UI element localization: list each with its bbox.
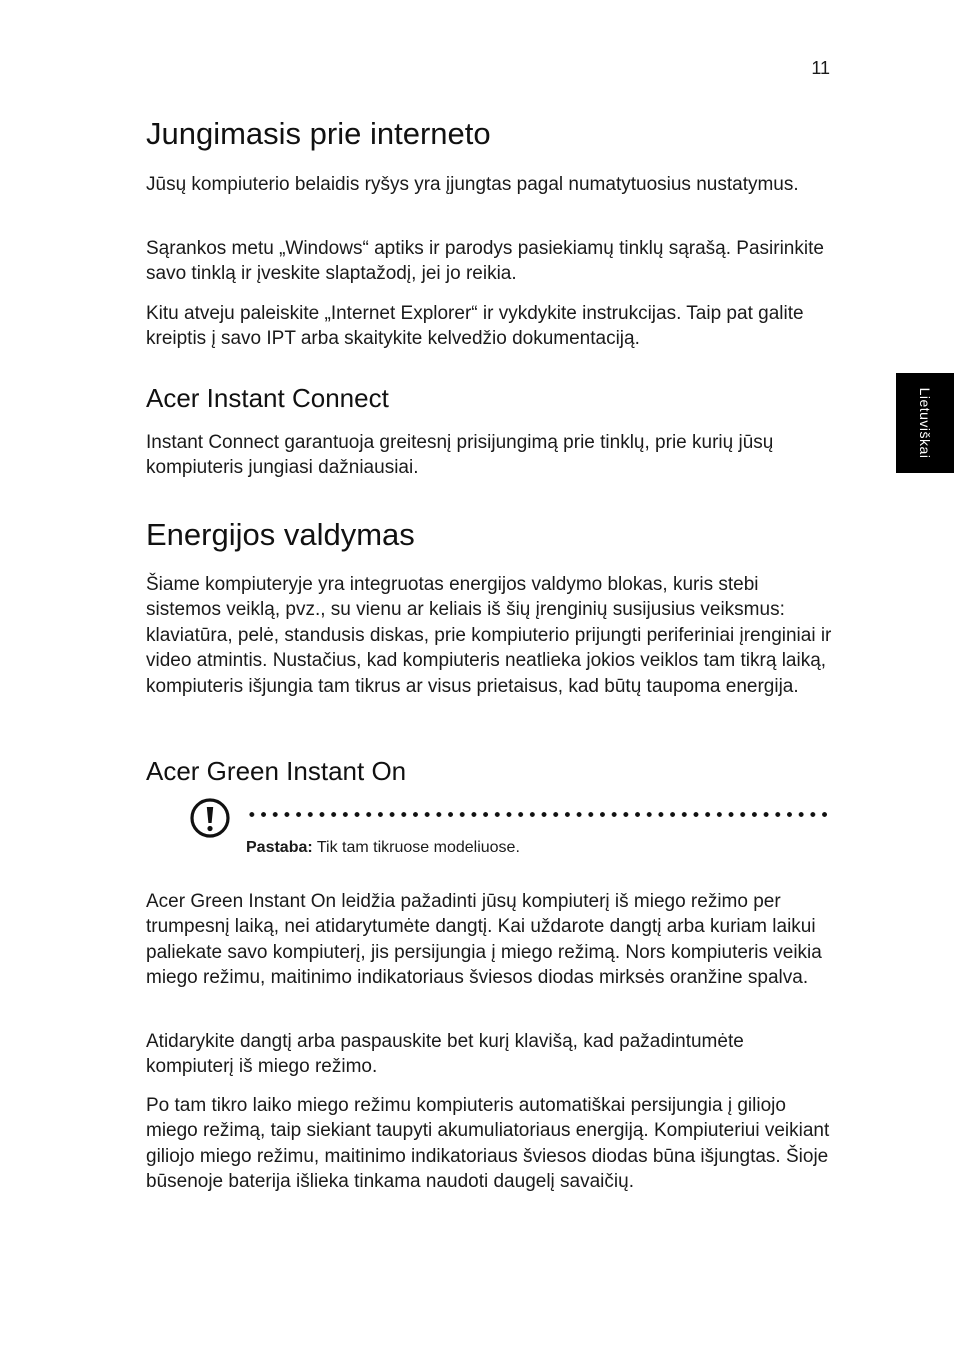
exclamation-icon: [190, 798, 230, 838]
internet-paragraph-2: Sąrankos metu „Windows“ aptiks ir parodys pasiekiamų tinklų sąrašą. Pasirinkite savo tinklą ir įveskite slaptažodį, jei jo reikia.: [146, 238, 824, 285]
note-label: Pastaba:: [246, 839, 313, 856]
green-instant-on-paragraph-1: Acer Green Instant On leidžia pažadinti jūsų kompiuterį iš miego režimo per trumpesnį laiką, nei atidarytumėte dangtį. Kai uždarote dangtį arba kuriam laikui paliekate savo kompiuterį, jis persijungia į miego režimą. Nors kompiuteris veikia miego režimu, maitinimo indikatoriaus šviesos diodas mirksės oranžine spalva.: [146, 891, 822, 989]
power-paragraph: Šiame kompiuteryje yra integruotas energijos valdymo blokas, kuris stebi sistemos veiklą, pvz., su vienu ar keliais iš šių įrenginių susijusius veiksmus: klaviatūra, pelė, standusis diskas, prie kompiuterio prijungti periferiniai įrenginiai ir video atmintis. Nustačius, kad kompiuteris neatlieka jokios veiklos tam tikrą laiką, kompiuteris išjungia tam tikrus ar visus prietaisus, kad būtų taupoma energija.: [146, 574, 832, 697]
language-side-tab: [896, 373, 954, 473]
internet-paragraph-1: Jūsų kompiuterio belaidis ryšys yra įjungtas pagal numatytuosius nustatymus.: [146, 174, 799, 195]
note-box: [190, 796, 840, 866]
note-dotted-separator: [246, 812, 830, 817]
green-instant-on-paragraph-2: Atidarykite dangtį arba paspauskite bet kurį klavišą, kad pažadintumėte kompiuterį iš miego režimo.: [146, 1031, 744, 1078]
heading-power-management: Energijos valdymas: [146, 517, 415, 552]
note-body: Tik tam tikruose modeliuose.: [312, 839, 520, 856]
instant-connect-paragraph: Instant Connect garantuoja greitesnį prisijungimą prie tinklų, prie kurių jūsų kompiuteris jungiasi dažniausiai.: [146, 432, 774, 479]
page-number: 11: [811, 58, 830, 78]
note-text: [246, 838, 520, 858]
heading-instant-connect: Acer Instant Connect: [146, 383, 389, 413]
heading-internet: Jungimasis prie interneto: [146, 116, 491, 151]
green-instant-on-paragraph-3: Po tam tikro laiko miego režimu kompiuteris automatiškai persijungia į giliojo miego režimą, taip siekiant taupyti akumuliatoriaus energiją. Kompiuteriui veikiant giliojo miego režimu, maitinimo indikatoriaus šviesos diodas būna išjungtas. Šioje būsenoje baterija išlieka tinkama naudoti daugelį savaičių.: [146, 1095, 830, 1193]
language-side-tab-label: Lietuviškai: [917, 387, 933, 459]
internet-paragraph-3: Kitu atveju paleiskite „Internet Explorer“ ir vykdykite instrukcijas. Taip pat galite kreiptis į savo IPT arba skaitykite kelvedžio dokumentaciją.: [146, 303, 804, 350]
heading-green-instant-on: Acer Green Instant On: [146, 756, 407, 786]
